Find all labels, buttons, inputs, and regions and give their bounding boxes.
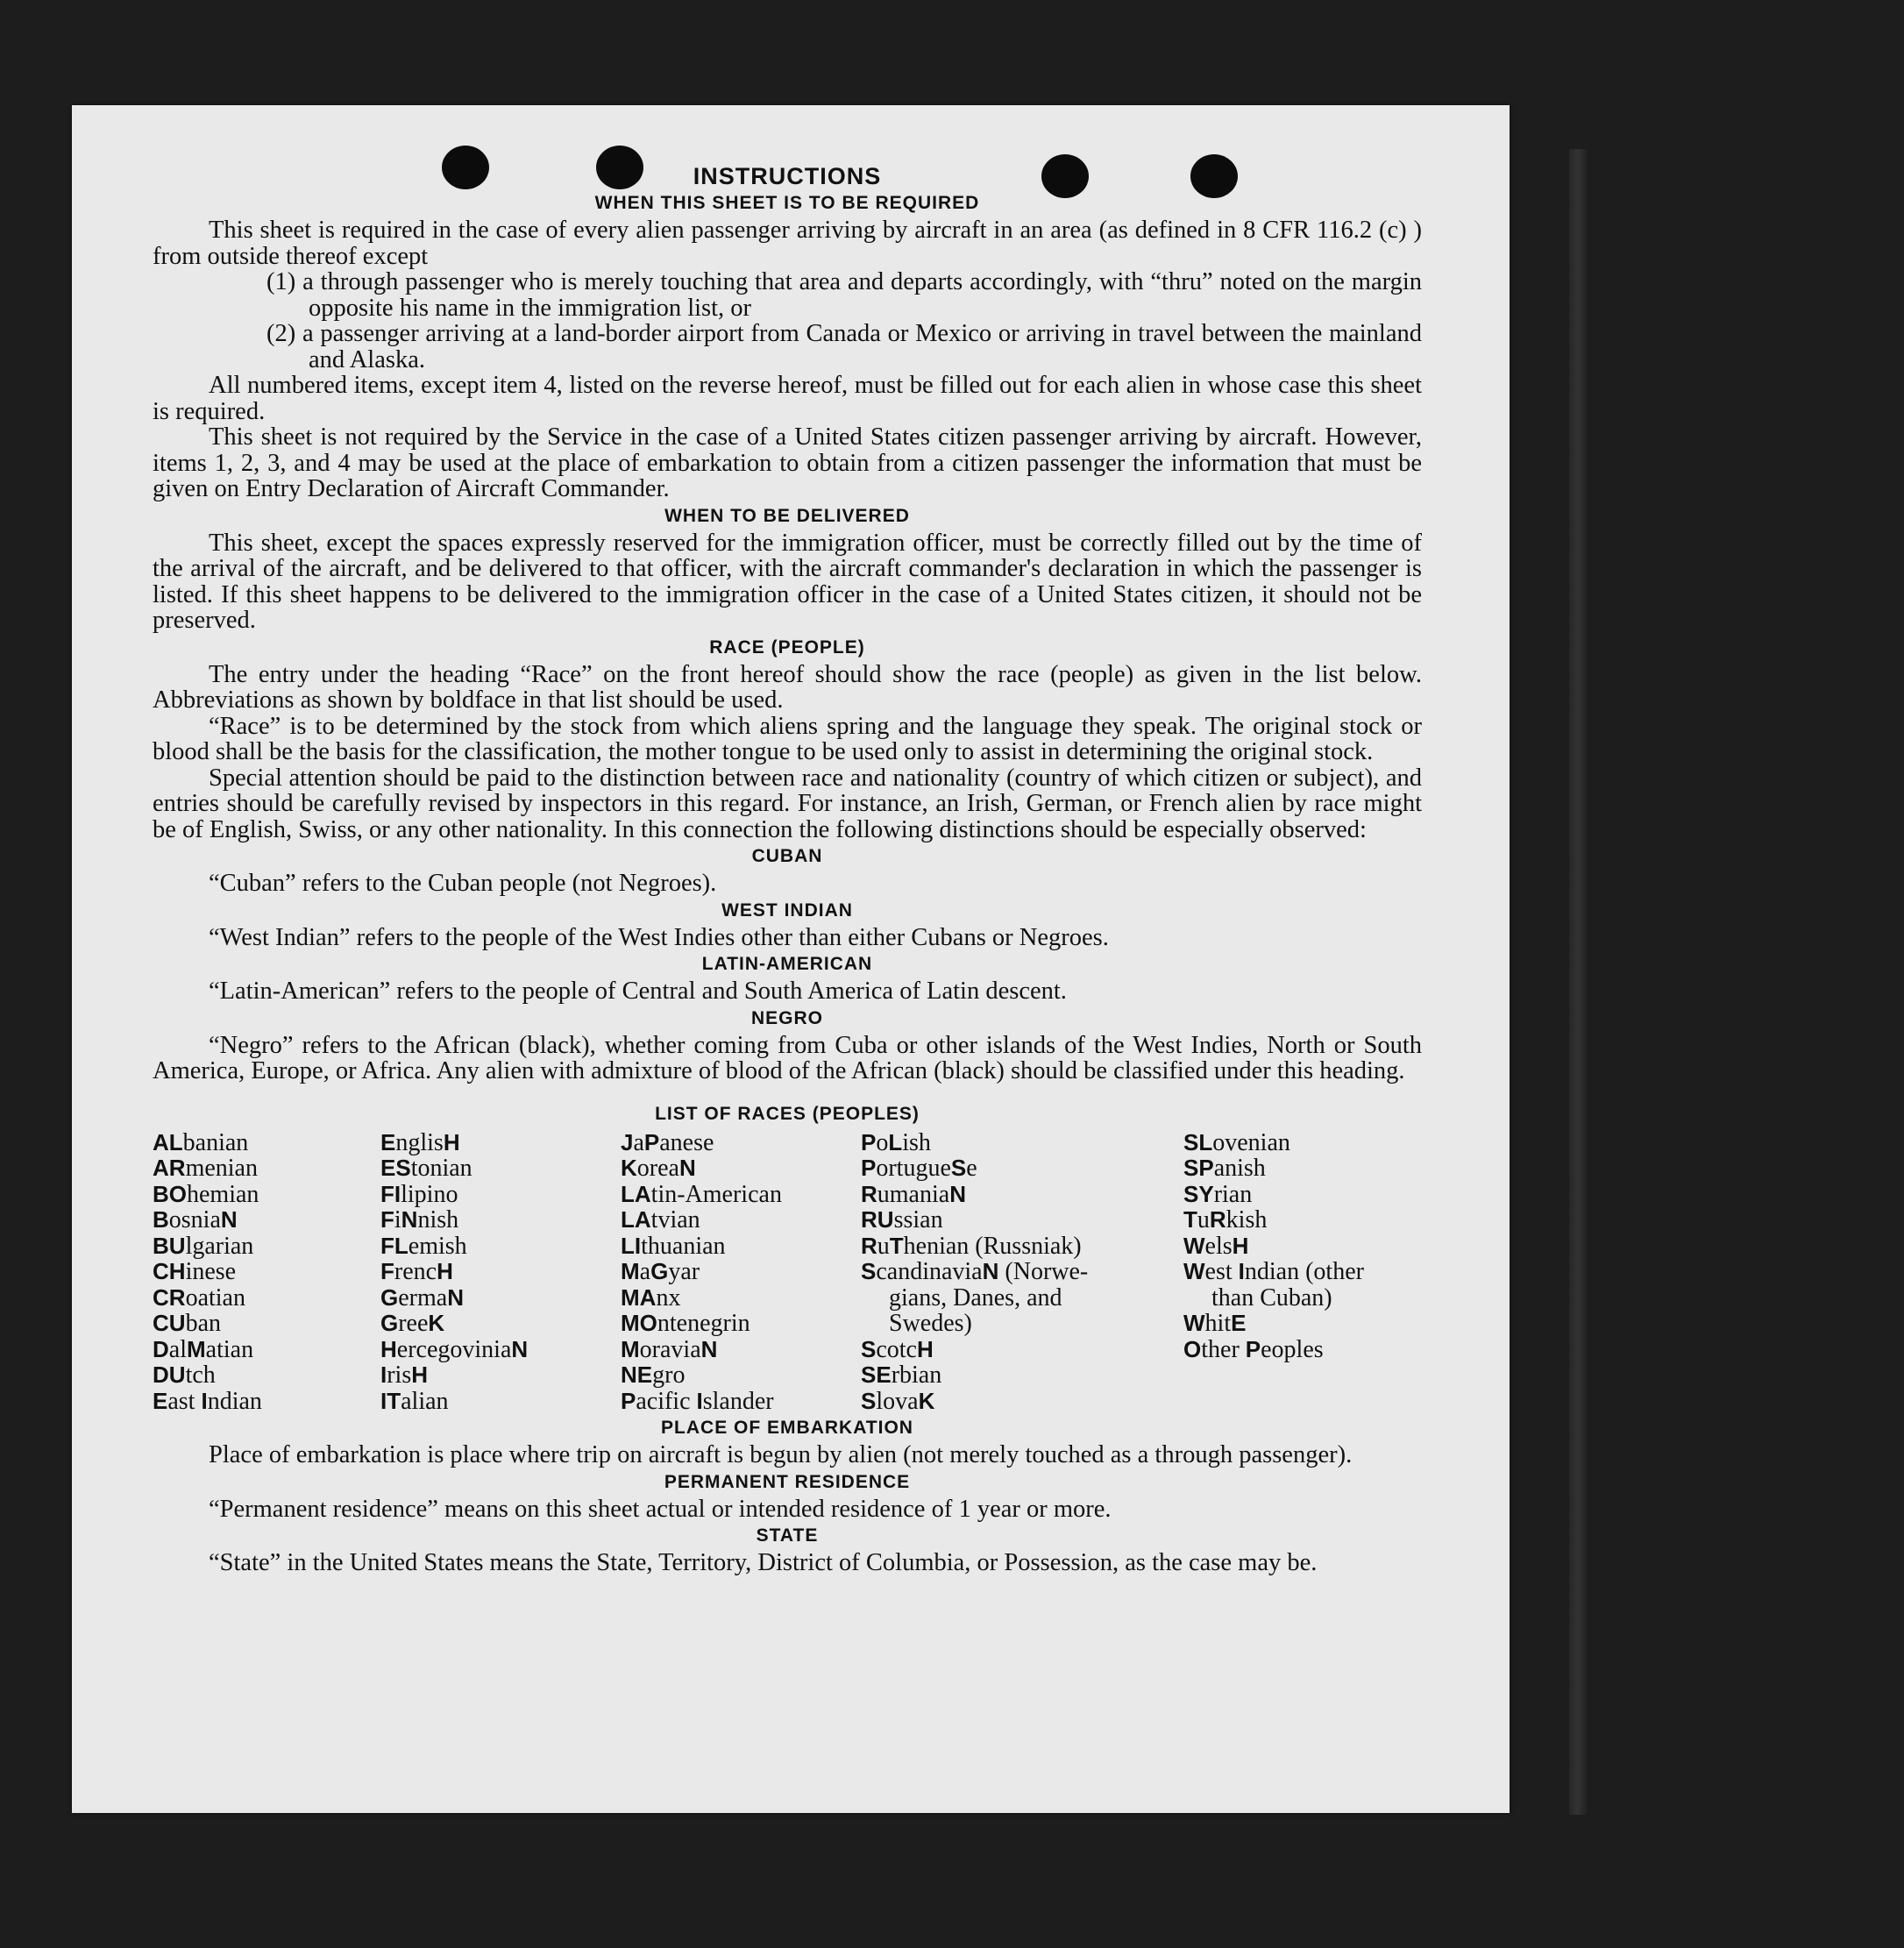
race-abbrev: M: [621, 1258, 640, 1284]
race-text: umania: [877, 1180, 950, 1208]
race-text: a: [633, 1128, 644, 1156]
race-abbrev: M: [621, 1335, 640, 1362]
race-abbrev: LI: [621, 1232, 642, 1259]
scan-background-edge: [1569, 149, 1587, 1815]
race-abbrev: BO: [153, 1180, 187, 1207]
race-text: emish: [408, 1232, 467, 1260]
race-abbrev: E: [153, 1387, 168, 1414]
paragraph: Place of embarkation is place where trip on aircraft is begun by alien (not merely touched as a through passenger).: [209, 1441, 1353, 1468]
race-abbrev: P: [861, 1155, 877, 1181]
race-text: tonian: [410, 1155, 472, 1182]
race-text: hemian: [187, 1180, 259, 1208]
subheading-latin-american: LATIN-AMERICAN: [701, 954, 873, 974]
race-text: than Cuban): [1211, 1283, 1332, 1312]
race-text: lipino: [401, 1180, 458, 1208]
race-text: ris: [387, 1361, 412, 1389]
paragraph: “Latin-American” refers to the people of Central and South America of Latin descent.: [209, 978, 1067, 1005]
race-abbrev: H: [916, 1335, 934, 1362]
race-abbrev: N: [678, 1155, 696, 1181]
section-heading-embarkation: PLACE OF EMBARKATION: [661, 1418, 913, 1438]
race-abbrev: J: [621, 1128, 634, 1155]
paragraph: “Race” is to be determined by the stock from which aliens spring and the language they speak. The original stock or blood shall be the basis for the classification, the mother tongue to be used only to assist in determining the original stock.: [153, 712, 1422, 765]
race-text: ban: [185, 1310, 221, 1337]
race-entry: [1183, 1337, 1422, 1363]
race-text: gians, Danes, and: [889, 1283, 1062, 1312]
race-abbrev: F: [380, 1206, 394, 1233]
race-abbrev: P: [643, 1128, 660, 1155]
race-abbrev: I: [380, 1361, 387, 1388]
race-text: rbian: [891, 1361, 942, 1389]
race-text: oravia: [639, 1335, 701, 1363]
race-entry: [861, 1130, 1183, 1156]
race-text: ortugue: [876, 1155, 951, 1182]
race-entry: [380, 1362, 621, 1389]
race-entry: [861, 1311, 1183, 1337]
race-abbrev: N: [220, 1206, 238, 1233]
race-text: anese: [659, 1128, 714, 1156]
page-title: INSTRUCTIONS: [693, 163, 882, 189]
race-abbrev: AR: [153, 1155, 186, 1181]
race-text: al: [168, 1335, 187, 1363]
race-column: [1183, 1130, 1422, 1415]
race-entry: [153, 1311, 380, 1337]
race-text: est: [1204, 1258, 1239, 1285]
race-text: nx: [656, 1283, 681, 1312]
race-text: inese: [185, 1258, 237, 1285]
race-entry: [621, 1155, 861, 1182]
race-abbrev: FI: [380, 1180, 401, 1207]
race-text: orea: [636, 1155, 679, 1182]
race-text: e: [966, 1155, 977, 1182]
race-entry: [621, 1182, 861, 1208]
section-heading-race: RACE (PEOPLE): [709, 636, 865, 658]
race-entry: [153, 1389, 380, 1415]
race-abbrev: R: [861, 1232, 877, 1259]
race-abbrev: CR: [153, 1283, 186, 1311]
race-entry: [153, 1259, 380, 1285]
race-abbrev: I: [201, 1387, 208, 1414]
race-text: yar: [668, 1258, 700, 1285]
race-abbrev: I: [1238, 1258, 1245, 1284]
race-text: ndian (other: [1244, 1258, 1364, 1285]
subheading-cuban: CUBAN: [751, 846, 823, 866]
race-abbrev: S: [950, 1155, 967, 1181]
race-text: Swedes): [889, 1310, 972, 1337]
race-entry: [861, 1233, 1183, 1260]
race-text: thuanian: [641, 1232, 726, 1260]
race-text: banian: [182, 1128, 249, 1156]
race-entry: [1183, 1207, 1422, 1233]
race-entry: [153, 1337, 380, 1363]
race-text: nglis: [395, 1128, 444, 1156]
race-text: ast: [167, 1387, 202, 1415]
paragraph: All numbered items, except item 4, listed on the reverse hereof, must be filled out for each alien in whose case this sheet is required.: [153, 372, 1422, 425]
race-abbrev: W: [1183, 1232, 1205, 1259]
race-entry: [621, 1311, 861, 1337]
race-abbrev: AL: [153, 1128, 183, 1155]
race-text: ree: [398, 1310, 429, 1337]
race-entry: [861, 1337, 1183, 1363]
race-text: tvian: [650, 1206, 700, 1233]
paragraph: This sheet, except the spaces expressly reserved for the immigration officer, must be correctly filled out by the time of the arrival of the aircraft, and be delivered to that officer, with the aircraft commander's declaration in which the passenger is listed. If this sheet happens to be delivered to the immigration officer in the case of a United States citizen, it should not be preserved.: [153, 529, 1422, 634]
race-entry: [621, 1285, 861, 1312]
race-entry: [153, 1285, 380, 1312]
race-abbrev: H: [437, 1258, 453, 1284]
race-abbrev: K: [918, 1387, 935, 1414]
race-abbrev: M: [187, 1335, 206, 1362]
race-abbrev: ES: [380, 1155, 411, 1181]
race-entry: [1183, 1130, 1422, 1156]
race-abbrev: G: [380, 1310, 399, 1336]
race-text: tch: [185, 1361, 216, 1389]
race-text: rian: [1213, 1180, 1253, 1208]
race-text: ther: [1201, 1335, 1246, 1363]
race-entry: [861, 1259, 1183, 1285]
race-entry: [380, 1259, 621, 1285]
race-entry: [1183, 1155, 1422, 1182]
race-abbrev: S: [861, 1258, 877, 1284]
race-entry: [380, 1233, 621, 1260]
race-entry: [153, 1362, 380, 1389]
race-abbrev: E: [380, 1128, 396, 1155]
race-entry: [1183, 1311, 1422, 1337]
race-entry: [380, 1311, 621, 1337]
race-abbrev: E: [1231, 1310, 1247, 1336]
paragraph: “West Indian” refers to the people of the West Indies other than either Cubans or Negroes.: [209, 923, 1109, 951]
race-entry: [153, 1182, 380, 1208]
race-abbrev: DU: [153, 1361, 186, 1388]
race-abbrev: IT: [380, 1387, 401, 1414]
race-text: i: [394, 1206, 401, 1233]
race-text: u: [1197, 1206, 1210, 1233]
race-text: atian: [205, 1335, 254, 1363]
race-entry: [1183, 1233, 1422, 1260]
race-entry: [621, 1233, 861, 1260]
exception-item: (2) a passenger arriving at a land-border airport from Canada or Mexico or arriving in travel between the mainland and Alaska.: [266, 320, 1422, 373]
race-abbrev: R: [861, 1180, 877, 1207]
race-abbrev: SP: [1183, 1155, 1214, 1181]
race-entry: [153, 1155, 380, 1182]
race-text: tin-American: [650, 1180, 782, 1208]
race-text: gro: [652, 1361, 686, 1389]
race-text: ndian: [207, 1387, 262, 1415]
race-abbrev: T: [1183, 1206, 1197, 1233]
race-entry: [861, 1155, 1183, 1182]
race-entry: [380, 1285, 621, 1312]
race-text: cotc: [876, 1335, 917, 1363]
race-abbrev: W: [1183, 1310, 1205, 1336]
race-entry: [621, 1389, 861, 1415]
race-text: a: [639, 1258, 651, 1285]
race-entry: [153, 1130, 380, 1156]
race-entry: [861, 1285, 1183, 1312]
race-text: els: [1204, 1232, 1233, 1260]
section-heading-delivered: WHEN TO BE DELIVERED: [664, 505, 910, 526]
race-abbrev: N: [982, 1258, 999, 1284]
race-abbrev: T: [889, 1232, 904, 1259]
race-abbrev: G: [380, 1283, 399, 1311]
race-abbrev: N: [447, 1283, 464, 1311]
race-abbrev: G: [650, 1258, 669, 1284]
race-abbrev: SL: [1183, 1128, 1213, 1155]
race-text: renc: [394, 1258, 437, 1285]
race-column: [621, 1130, 861, 1415]
race-text: lova: [876, 1387, 919, 1415]
race-text: henian (Russniak): [903, 1232, 1082, 1260]
race-abbrev: P: [621, 1387, 636, 1414]
race-text: osnia: [168, 1206, 221, 1233]
race-abbrev: F: [380, 1258, 394, 1284]
race-entry: [861, 1362, 1183, 1389]
race-abbrev: L: [888, 1128, 903, 1155]
race-text: candinavia: [876, 1258, 983, 1285]
race-text: ercegovinia: [396, 1335, 512, 1363]
race-text: acific: [636, 1387, 697, 1415]
race-text: anish: [1213, 1155, 1266, 1182]
race-entry: [380, 1337, 621, 1363]
race-abbrev: P: [861, 1128, 877, 1155]
instructions-body: [153, 163, 1422, 1576]
race-entry: [380, 1182, 621, 1208]
race-abbrev: N: [401, 1206, 418, 1233]
race-abbrev: B: [153, 1206, 169, 1233]
subheading-west-indian: WEST INDIAN: [721, 899, 853, 921]
paragraph: “Permanent residence” means on this sheet actual or intended residence of 1 year or more.: [209, 1495, 1112, 1523]
race-entry: [380, 1207, 621, 1233]
race-abbrev: D: [153, 1335, 169, 1362]
race-abbrev: BU: [153, 1232, 186, 1259]
race-entry: [861, 1389, 1183, 1415]
race-text: ntenegrin: [657, 1310, 750, 1337]
section-heading-required: WHEN THIS SHEET IS TO BE REQUIRED: [594, 193, 980, 213]
paragraph: “Cuban” refers to the Cuban people (not Negroes).: [209, 870, 717, 897]
race-abbrev: N: [511, 1335, 529, 1362]
race-abbrev: RU: [861, 1206, 894, 1233]
race-column: [153, 1130, 380, 1415]
race-entry: [861, 1182, 1183, 1208]
race-text: u: [877, 1232, 890, 1260]
race-abbrev: H: [1232, 1232, 1249, 1259]
race-text: menian: [185, 1155, 258, 1182]
race-entry: [621, 1130, 861, 1156]
race-entry: [1183, 1285, 1422, 1312]
race-entry: [621, 1337, 861, 1363]
section-heading-state: STATE: [756, 1525, 819, 1546]
race-text: hit: [1204, 1310, 1232, 1337]
race-abbrev: SE: [861, 1361, 892, 1388]
paragraph: “Negro” refers to the African (black), whether coming from Cuba or other islands of the West Indies, North or South America, Europe, or Africa. Any alien with admixture of blood of the African (black) should be classified under this heading.: [153, 1031, 1422, 1084]
race-text: ish: [902, 1128, 931, 1156]
race-abbrev: CU: [153, 1310, 186, 1336]
race-abbrev: O: [1183, 1335, 1202, 1362]
race-text: kish: [1226, 1206, 1268, 1233]
race-text: ssian: [893, 1206, 943, 1233]
race-list-heading: LIST OF RACES (PEOPLES): [655, 1103, 920, 1124]
paragraph: The entry under the heading “Race” on the front hereof should show the race (people) as given in the list below. Abbreviations as shown by boldface in that list should be used.: [153, 660, 1422, 714]
race-entry: [1183, 1259, 1422, 1285]
race-text: nish: [417, 1206, 459, 1233]
race-entry: [861, 1207, 1183, 1233]
race-text: oatian: [185, 1283, 245, 1312]
race-abbrev: W: [1183, 1258, 1205, 1284]
race-abbrev: N: [700, 1335, 718, 1362]
race-entry: [621, 1259, 861, 1285]
race-abbrev: P: [1245, 1335, 1261, 1362]
race-text: eoples: [1261, 1335, 1324, 1363]
race-entry: [153, 1207, 380, 1233]
subheading-negro: NEGRO: [750, 1007, 823, 1028]
race-column: [861, 1130, 1183, 1415]
race-abbrev: H: [443, 1128, 460, 1155]
race-text: (Norwe-: [998, 1258, 1089, 1285]
race-abbrev: SY: [1183, 1180, 1214, 1207]
race-abbrev: K: [621, 1155, 637, 1181]
race-abbrev: R: [1209, 1206, 1226, 1233]
race-abbrev: S: [861, 1335, 877, 1362]
race-entry: [1183, 1182, 1422, 1208]
race-abbrev: NE: [621, 1361, 653, 1388]
instruction-sheet: [72, 105, 1510, 1813]
race-text: slander: [702, 1387, 774, 1415]
paragraph: Special attention should be paid to the distinction between race and nationality (country of which citizen or subject), and entries should be carefully revised by inspectors in this regard. For instance, an Irish, German, or French alien by race might be of English, Swiss, or any other nationality. In this connection the following distinctions should be especially observed:: [153, 764, 1422, 843]
race-abbrev: S: [861, 1387, 877, 1414]
race-abbrev: LA: [621, 1206, 651, 1233]
race-abbrev: FL: [380, 1232, 409, 1259]
race-abbrev: MA: [621, 1283, 657, 1311]
race-list: [153, 1130, 1422, 1415]
section-heading-residence: PERMANENT RESIDENCE: [664, 1471, 911, 1492]
race-text: alian: [401, 1387, 449, 1415]
race-abbrev: I: [696, 1387, 703, 1414]
race-entry: [153, 1233, 380, 1260]
race-abbrev: N: [949, 1180, 966, 1207]
race-entry: [380, 1155, 621, 1182]
race-text: o: [876, 1128, 889, 1156]
race-abbrev: MO: [621, 1310, 657, 1336]
race-entry: [621, 1207, 861, 1233]
paragraph: This sheet is not required by the Service in the case of a United States citizen passenger arriving by aircraft. However, items 1, 2, 3, and 4 may be used at the place of embarkation to obtain from a citizen passenger the information that must be given on Entry Declaration of Aircraft Commander.: [153, 423, 1422, 502]
race-entry: [380, 1130, 621, 1156]
race-text: ovenian: [1212, 1128, 1290, 1156]
race-entry: [380, 1389, 621, 1415]
race-text: erma: [398, 1283, 448, 1312]
race-text: lgarian: [185, 1232, 254, 1260]
race-abbrev: H: [411, 1361, 429, 1388]
race-abbrev: LA: [621, 1180, 651, 1207]
race-column: [380, 1130, 621, 1415]
paragraph: This sheet is required in the case of every alien passenger arriving by aircraft in an area (as defined in 8 CFR 116.2 (c) ) from outside thereof except: [153, 217, 1422, 270]
race-abbrev: CH: [153, 1258, 186, 1284]
paragraph: “State” in the United States means the State, Territory, District of Columbia, or Possession, as the case may be.: [209, 1549, 1318, 1576]
race-abbrev: K: [428, 1310, 445, 1336]
exception-item: (1) a through passenger who is merely touching that area and departs accordingly, with “thru” noted on the margin opposite his name in the immigration list, or: [266, 268, 1422, 322]
race-entry: [621, 1362, 861, 1389]
race-abbrev: H: [380, 1335, 397, 1362]
